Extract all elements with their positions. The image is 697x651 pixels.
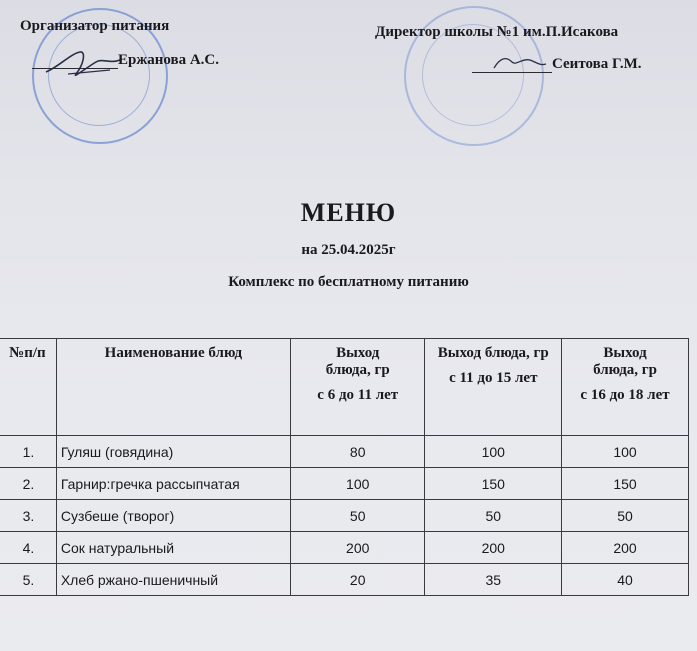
- row-dish-name: Сок натуральный: [56, 532, 290, 564]
- director-title: Директор школы №1 им.П.Исакова: [375, 24, 619, 40]
- director-signature-line: [472, 72, 552, 73]
- header-col-16-18-sub: с 16 до 18 лет: [580, 387, 670, 403]
- table-row: [0, 500, 689, 532]
- header-col-6-11-sub: с 6 до 11 лет: [317, 387, 399, 403]
- row-value-6-11: 50: [290, 500, 425, 532]
- row-num: 3.: [0, 500, 56, 532]
- header-col-6-11-main: Выход блюда, гр: [325, 345, 390, 378]
- organizer-signature: [40, 44, 130, 84]
- row-value-16-18: 40: [562, 564, 689, 596]
- menu-subtitle: Комплекс по бесплатному питанию: [228, 274, 469, 290]
- organizer-title: Организатор питания: [20, 18, 170, 34]
- row-num: 1.: [0, 436, 56, 468]
- row-value-6-11: 20: [290, 564, 425, 596]
- row-value-16-18: 100: [562, 436, 689, 468]
- table-row: [0, 436, 689, 468]
- header-col-11-15-main: Выход блюда, гр: [437, 345, 549, 361]
- row-dish-name: Сузбеше (творог): [56, 500, 290, 532]
- row-dish-name: Гарнир:гречка рассыпчатая: [56, 468, 290, 500]
- row-num: 5.: [0, 564, 56, 596]
- header-num: №п/п: [0, 339, 56, 436]
- row-value-16-18: 150: [562, 468, 689, 500]
- table-row: [0, 468, 689, 500]
- row-value-11-15: 150: [425, 468, 562, 500]
- header-col-11-15: [425, 339, 562, 436]
- menu-table: [0, 338, 689, 596]
- row-value-11-15: 35: [425, 564, 562, 596]
- row-num: 2.: [0, 468, 56, 500]
- header-name: Наименование блюд: [56, 339, 290, 436]
- header-col-6-11: [290, 339, 425, 436]
- row-value-16-18: 200: [562, 532, 689, 564]
- row-value-16-18: 50: [562, 500, 689, 532]
- table-row: [0, 532, 689, 564]
- organizer-name: Ержанова А.С.: [118, 52, 220, 68]
- director-signature: [490, 52, 550, 74]
- row-dish-name: Гуляш (говядина): [56, 436, 290, 468]
- row-value-6-11: 80: [290, 436, 425, 468]
- row-value-6-11: 100: [290, 468, 425, 500]
- organizer-signature-line: [32, 68, 118, 69]
- row-num: 4.: [0, 532, 56, 564]
- row-value-11-15: 200: [425, 532, 562, 564]
- menu-title: МЕНЮ: [300, 198, 397, 227]
- table-header-row: [0, 339, 689, 436]
- row-value-11-15: 100: [425, 436, 562, 468]
- header-col-11-15-sub: с 11 до 15 лет: [449, 370, 538, 386]
- row-value-6-11: 200: [290, 532, 425, 564]
- header-col-16-18: [562, 339, 689, 436]
- header-col-16-18-main: Выход блюда, гр: [593, 345, 657, 378]
- row-value-11-15: 50: [425, 500, 562, 532]
- director-name: Сеитова Г.М.: [552, 56, 642, 72]
- menu-date: на 25.04.2025г: [301, 242, 396, 258]
- table-row: [0, 564, 689, 596]
- row-dish-name: Хлеб ржано-пшеничный: [56, 564, 290, 596]
